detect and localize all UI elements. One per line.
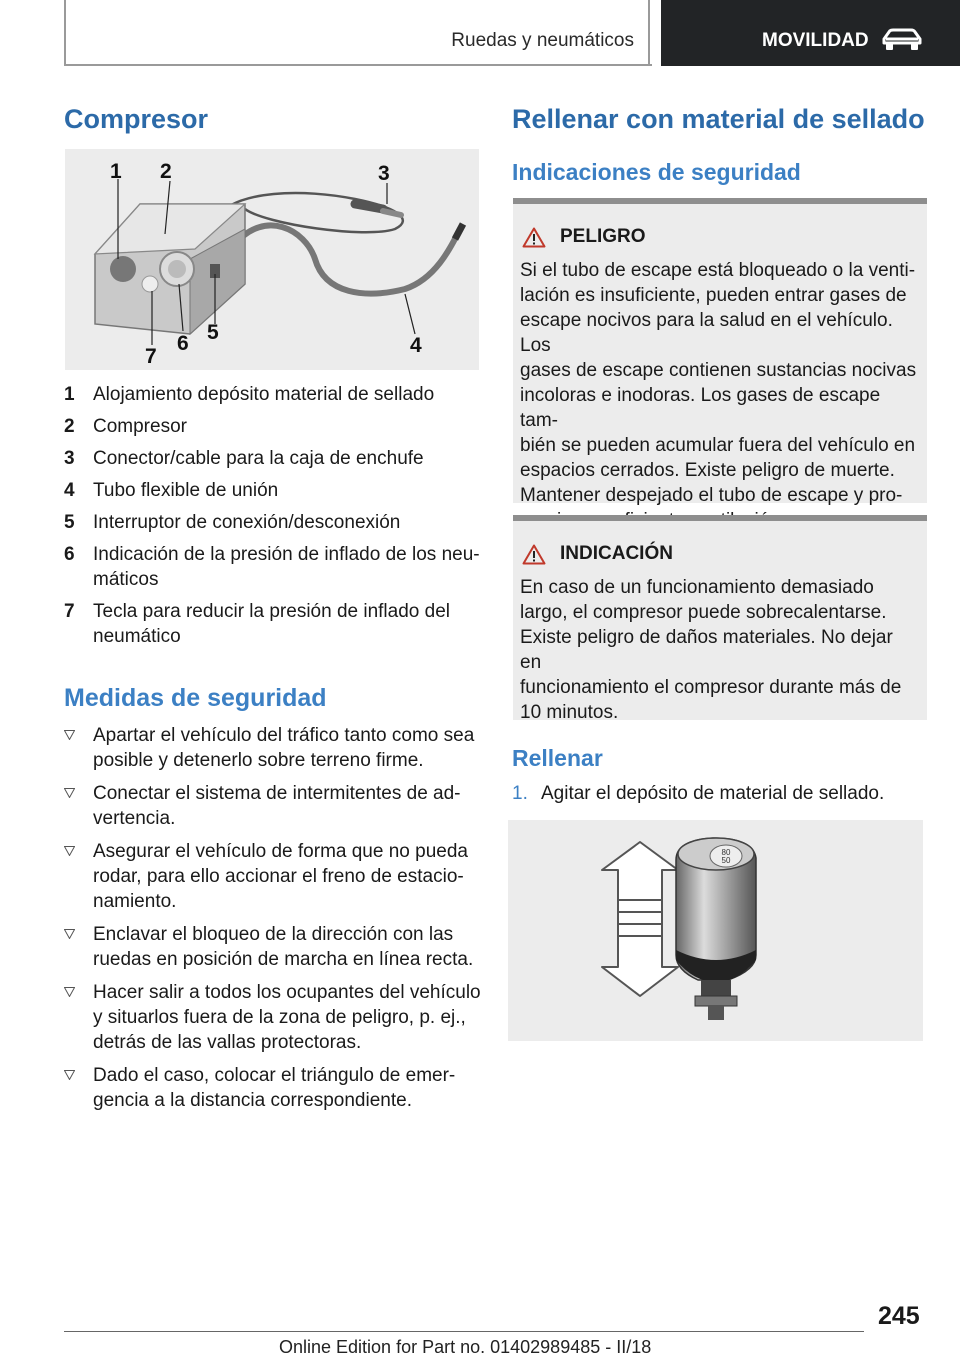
safety-text-line: ruedas en posición de marcha en línea recta. bbox=[93, 949, 474, 970]
header-right-rule bbox=[648, 0, 650, 66]
notice-label: INDICACIÓN bbox=[560, 543, 673, 564]
notice-text-line: 10 minutos. bbox=[520, 702, 619, 723]
legend-item bbox=[64, 542, 484, 592]
legend-number: 3 bbox=[64, 448, 75, 469]
legend-text-line: neumático bbox=[93, 626, 181, 647]
safety-item bbox=[64, 980, 489, 1055]
safety-text-line: Enclavar el bloqueo de la dirección con las bbox=[93, 924, 454, 945]
safety-text-line: gencia a la distancia correspondiente. bbox=[93, 1090, 412, 1111]
safety-item bbox=[64, 781, 489, 831]
compressor-legend bbox=[64, 382, 484, 649]
safety-text-line: vertencia. bbox=[93, 808, 176, 829]
safety-item bbox=[64, 723, 489, 773]
notice-header bbox=[522, 543, 927, 565]
legend-number: 1 bbox=[64, 384, 75, 405]
callout-1: 1 bbox=[110, 160, 122, 183]
fill-heading: Rellenar bbox=[512, 745, 603, 771]
safety-text-line: detrás de las vallas protectoras. bbox=[93, 1032, 362, 1053]
fill-step bbox=[512, 781, 932, 806]
header-left-rule bbox=[64, 0, 66, 66]
compressor-figure bbox=[65, 149, 479, 370]
legend-item bbox=[64, 599, 484, 649]
safety-text bbox=[93, 839, 468, 914]
callout-3: 3 bbox=[378, 162, 390, 185]
danger-text-line: lación es insuficiente, pueden entrar gases de bbox=[520, 285, 907, 306]
legend-text-line: máticos bbox=[93, 569, 159, 590]
legend-text: Tubo flexible de unión bbox=[93, 480, 279, 501]
warning-triangle-icon bbox=[522, 227, 546, 248]
callout-2: 2 bbox=[160, 160, 172, 183]
callout-6: 6 bbox=[177, 332, 189, 355]
safety-text-line: y situarlos fuera de la zona de peligro, p. ej., bbox=[93, 1007, 466, 1028]
notice-text bbox=[520, 575, 919, 725]
callout-4: 4 bbox=[410, 334, 422, 357]
bottle-label-top: 80 bbox=[721, 848, 731, 857]
bullet-triangle-icon bbox=[64, 723, 93, 773]
danger-header bbox=[522, 226, 927, 248]
page-number: 245 bbox=[878, 1302, 920, 1330]
legend-text bbox=[93, 599, 450, 649]
legend-text: Conector/cable para la caja de enchufe bbox=[93, 448, 424, 469]
sealant-bottle-figure bbox=[508, 820, 923, 1041]
header-section-title: Ruedas y neumáticos bbox=[451, 30, 634, 51]
refill-heading: Rellenar con material de sellado bbox=[512, 104, 925, 134]
danger-box bbox=[513, 198, 927, 506]
safety-text-line: Apartar el vehículo del tráfico tanto como sea bbox=[93, 725, 475, 746]
danger-text-line: Mantener despejado el tubo de escape y pro‐ bbox=[520, 485, 903, 506]
fill-steps bbox=[512, 781, 932, 806]
bullet-triangle-icon bbox=[64, 922, 93, 972]
safety-text bbox=[93, 1063, 455, 1113]
safety-text bbox=[93, 781, 461, 831]
footer-rule bbox=[64, 1331, 864, 1332]
callout-7: 7 bbox=[145, 345, 157, 368]
bullet-triangle-icon bbox=[64, 980, 93, 1055]
legend-text-line: Tecla para reducir la presión de inflado del bbox=[93, 601, 450, 622]
safety-text-line: Asegurar el vehículo de forma que no pueda bbox=[93, 841, 468, 862]
header-bottom-rule bbox=[64, 64, 652, 66]
legend-item bbox=[64, 382, 484, 407]
header-category-label: MOVILIDAD bbox=[762, 30, 869, 51]
notice-text-line: Existe peligro de daños materiales. No dejar en bbox=[520, 627, 893, 673]
notice-text-line: En caso de un funcionamiento demasiado bbox=[520, 577, 874, 598]
legend-number: 2 bbox=[64, 416, 75, 437]
shake-bottle-illustration bbox=[508, 820, 923, 1041]
legend-item bbox=[64, 478, 484, 503]
legend-item bbox=[64, 446, 484, 471]
bullet-triangle-icon bbox=[64, 781, 93, 831]
danger-text-line: bién se pueden acumular fuera del vehículo en bbox=[520, 435, 916, 456]
danger-text-line: gases de escape contienen sustancias nocivas bbox=[520, 360, 917, 381]
safety-text bbox=[93, 922, 473, 972]
safety-text-line: Hacer salir a todos los ocupantes del vehículo bbox=[93, 982, 481, 1003]
danger-text-line: espacios cerrados. Existe peligro de muerte. bbox=[520, 460, 895, 481]
legend-number: 4 bbox=[64, 480, 75, 501]
danger-text-line: escape nocivos para la salud en el vehículo. Los bbox=[520, 310, 893, 356]
safety-item bbox=[64, 839, 489, 914]
car-icon bbox=[880, 27, 924, 53]
danger-text-line: Si el tubo de escape está bloqueado o la venti‐ bbox=[520, 260, 916, 281]
safety-heading: Medidas de seguridad bbox=[64, 684, 327, 712]
step-text: Agitar el depósito de material de sellado. bbox=[541, 783, 885, 804]
legend-item bbox=[64, 414, 484, 439]
legend-text: Interruptor de conexión/desconexión bbox=[93, 512, 401, 533]
safety-text-line: Dado el caso, colocar el triángulo de emer‐ bbox=[93, 1065, 456, 1086]
safety-text-line: rodar, para ello accionar el freno de estacio‐ bbox=[93, 866, 464, 887]
safety-item bbox=[64, 922, 489, 972]
legend-number: 5 bbox=[64, 512, 75, 533]
notice-box bbox=[513, 515, 927, 723]
safety-text-line: Conectar el sistema de intermitentes de ad‐ bbox=[93, 783, 461, 804]
legend-text: Alojamiento depósito material de sellado bbox=[93, 384, 435, 405]
legend-number: 6 bbox=[64, 544, 75, 565]
notice-text-line: funcionamiento el compresor durante más de bbox=[520, 677, 902, 698]
warning-triangle-icon bbox=[522, 544, 546, 565]
legend-text-line: Indicación de la presión de inflado de los neu‐ bbox=[93, 544, 480, 565]
compresor-heading: Compresor bbox=[64, 104, 209, 134]
notice-text-line: largo, el compresor puede sobrecalentarse. bbox=[520, 602, 887, 623]
danger-text bbox=[520, 258, 919, 533]
safety-item bbox=[64, 1063, 489, 1113]
legend-number: 7 bbox=[64, 601, 75, 622]
notice-bar bbox=[513, 515, 927, 521]
danger-text-line: incoloras e inodoras. Los gases de escape tam‐ bbox=[520, 385, 881, 431]
bottle-label-bottom: 50 bbox=[721, 856, 731, 865]
safety-text-line: posible y detenerlo sobre terreno firme. bbox=[93, 750, 424, 771]
danger-bar bbox=[513, 198, 927, 204]
bullet-triangle-icon bbox=[64, 1063, 93, 1113]
compressor-illustration bbox=[65, 149, 479, 370]
legend-text: Compresor bbox=[93, 416, 187, 437]
edition-note: Online Edition for Part no. 01402989485 - II/18 bbox=[279, 1337, 652, 1357]
safety-text-line: namiento. bbox=[93, 891, 177, 912]
safety-text bbox=[93, 980, 481, 1055]
safety-notes-heading: Indicaciones de seguridad bbox=[512, 159, 801, 185]
legend-text bbox=[93, 542, 480, 592]
step-number: 1. bbox=[512, 783, 528, 804]
safety-list bbox=[64, 723, 489, 1113]
bullet-triangle-icon bbox=[64, 839, 93, 914]
safety-text bbox=[93, 723, 474, 773]
legend-item bbox=[64, 510, 484, 535]
callout-5: 5 bbox=[207, 321, 219, 344]
danger-label: PELIGRO bbox=[560, 226, 646, 247]
